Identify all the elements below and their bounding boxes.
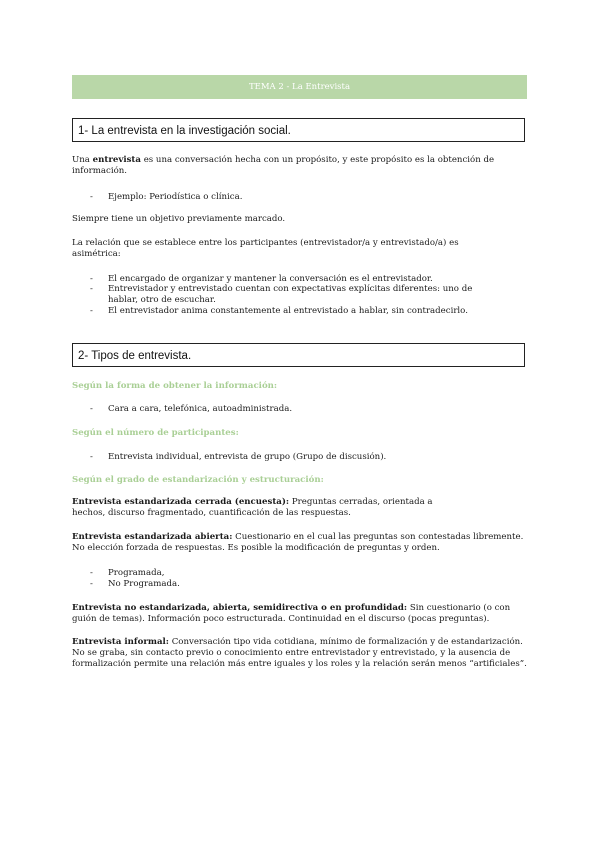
paragraph-open-interview: Entrevista estandarizada abierta: Cuestionario en el cual las preguntas son contestadas libremente. No elección forzada de respuestas. Es posible la modificación de preguntas y orden. (72, 532, 524, 553)
document-page: TEMA 2 - La Entrevista 1- La entrevista en la investigación social. Una entrevista es una conversación hecha con un propósito, y este propósito es la obtención de información. - Ejemplo: Periodística o clínica. Siempre tiene un objetivo previamente marcado. La relación que se establece entre los participantes (entrevistador/a y entrevistado/a) es asimétrica: - El encargado de organizar y mantener la conversación es el entrevistador. - Entrevistador y entrevistado cuentan con expectativas explícitas diferentes: uno de hablar, otro de escuchar. - El entrevistador anima constantemente al entrevistado a hablar, sin contradecirlo. 2- Tipos de entrevista. Según la forma de obtener la información: - Cara a cara, telefónica, autoadministrada. Según el número de participantes: - Entrevista individual, entrevista de grupo (Grupo de discusión). Según el grado de estandarización y estructuración: Entrevista estandarizada cerrada (encuesta): Preguntas cerradas, orientada a hechos, discurso fragmentado, cuantificación de las respuestas. Entrevista estandarizada abierta: Cuestionario en el cual las preguntas son contestadas libremente. No elección forzada de respuestas. Es posible la modificación de preguntas y orden. - Programada, - No Programada. Entrevista no estandarizada, abierta, semidirectiva o en profundidad: Sin cuestionario (o con guión de temas). Información poco estructurada. Continuidad en el discurso (pocas preguntas). Entrevista informal: Conversación tipo vida cotidiana, mínimo de formalización y de estandarización. No se graba, sin contacto previo o conocimiento entre entrevistador y entrevistado, y la ausencia de formalización permite una relación más entre iguales y los roles y la relación serán menos “artificiales”. (0, 0, 600, 848)
subheading-form: Según la forma de obtener la información: (72, 381, 278, 391)
paragraph-definition: Una entrevista es una conversación hecha con un propósito, y este propósito es la obtención de información. (72, 155, 495, 176)
paragraph-objective: Siempre tiene un objetivo previamente marcado. (72, 214, 286, 224)
subheading-standardization: Según el grado de estandarización y estructuración: (72, 475, 324, 485)
subheading-participants: Según el número de participantes: (72, 428, 239, 438)
paragraph-informal-interview: Entrevista informal: Conversación tipo vida cotidiana, mínimo de formalización y de estandarización. No se graba, sin contacto previo o conocimiento entre entrevistador y entrevistado, y la ausencia de formalización permite una relación más entre iguales y los roles y la relación serán menos “artificiales”. (72, 637, 527, 669)
section-2-heading: 2- Tipos de entrevista. (72, 343, 525, 367)
section-1-heading: 1- La entrevista en la investigación social. (72, 118, 525, 142)
paragraph-relation: La relación que se establece entre los participantes (entrevistador/a y entrevistado/a) es asimétrica: (72, 238, 459, 259)
paragraph-closed-interview: Entrevista estandarizada cerrada (encuesta): Preguntas cerradas, orientada a hechos, discurso fragmentado, cuantificación de las respuestas. (72, 497, 433, 518)
paragraph-semidirective-interview: Entrevista no estandarizada, abierta, semidirectiva o en profundidad: Sin cuestionario (o con guión de temas). Información poco estructurada. Continuidad en el discurso (pocas preguntas). (72, 603, 511, 624)
page-title-banner: TEMA 2 - La Entrevista (72, 75, 527, 99)
